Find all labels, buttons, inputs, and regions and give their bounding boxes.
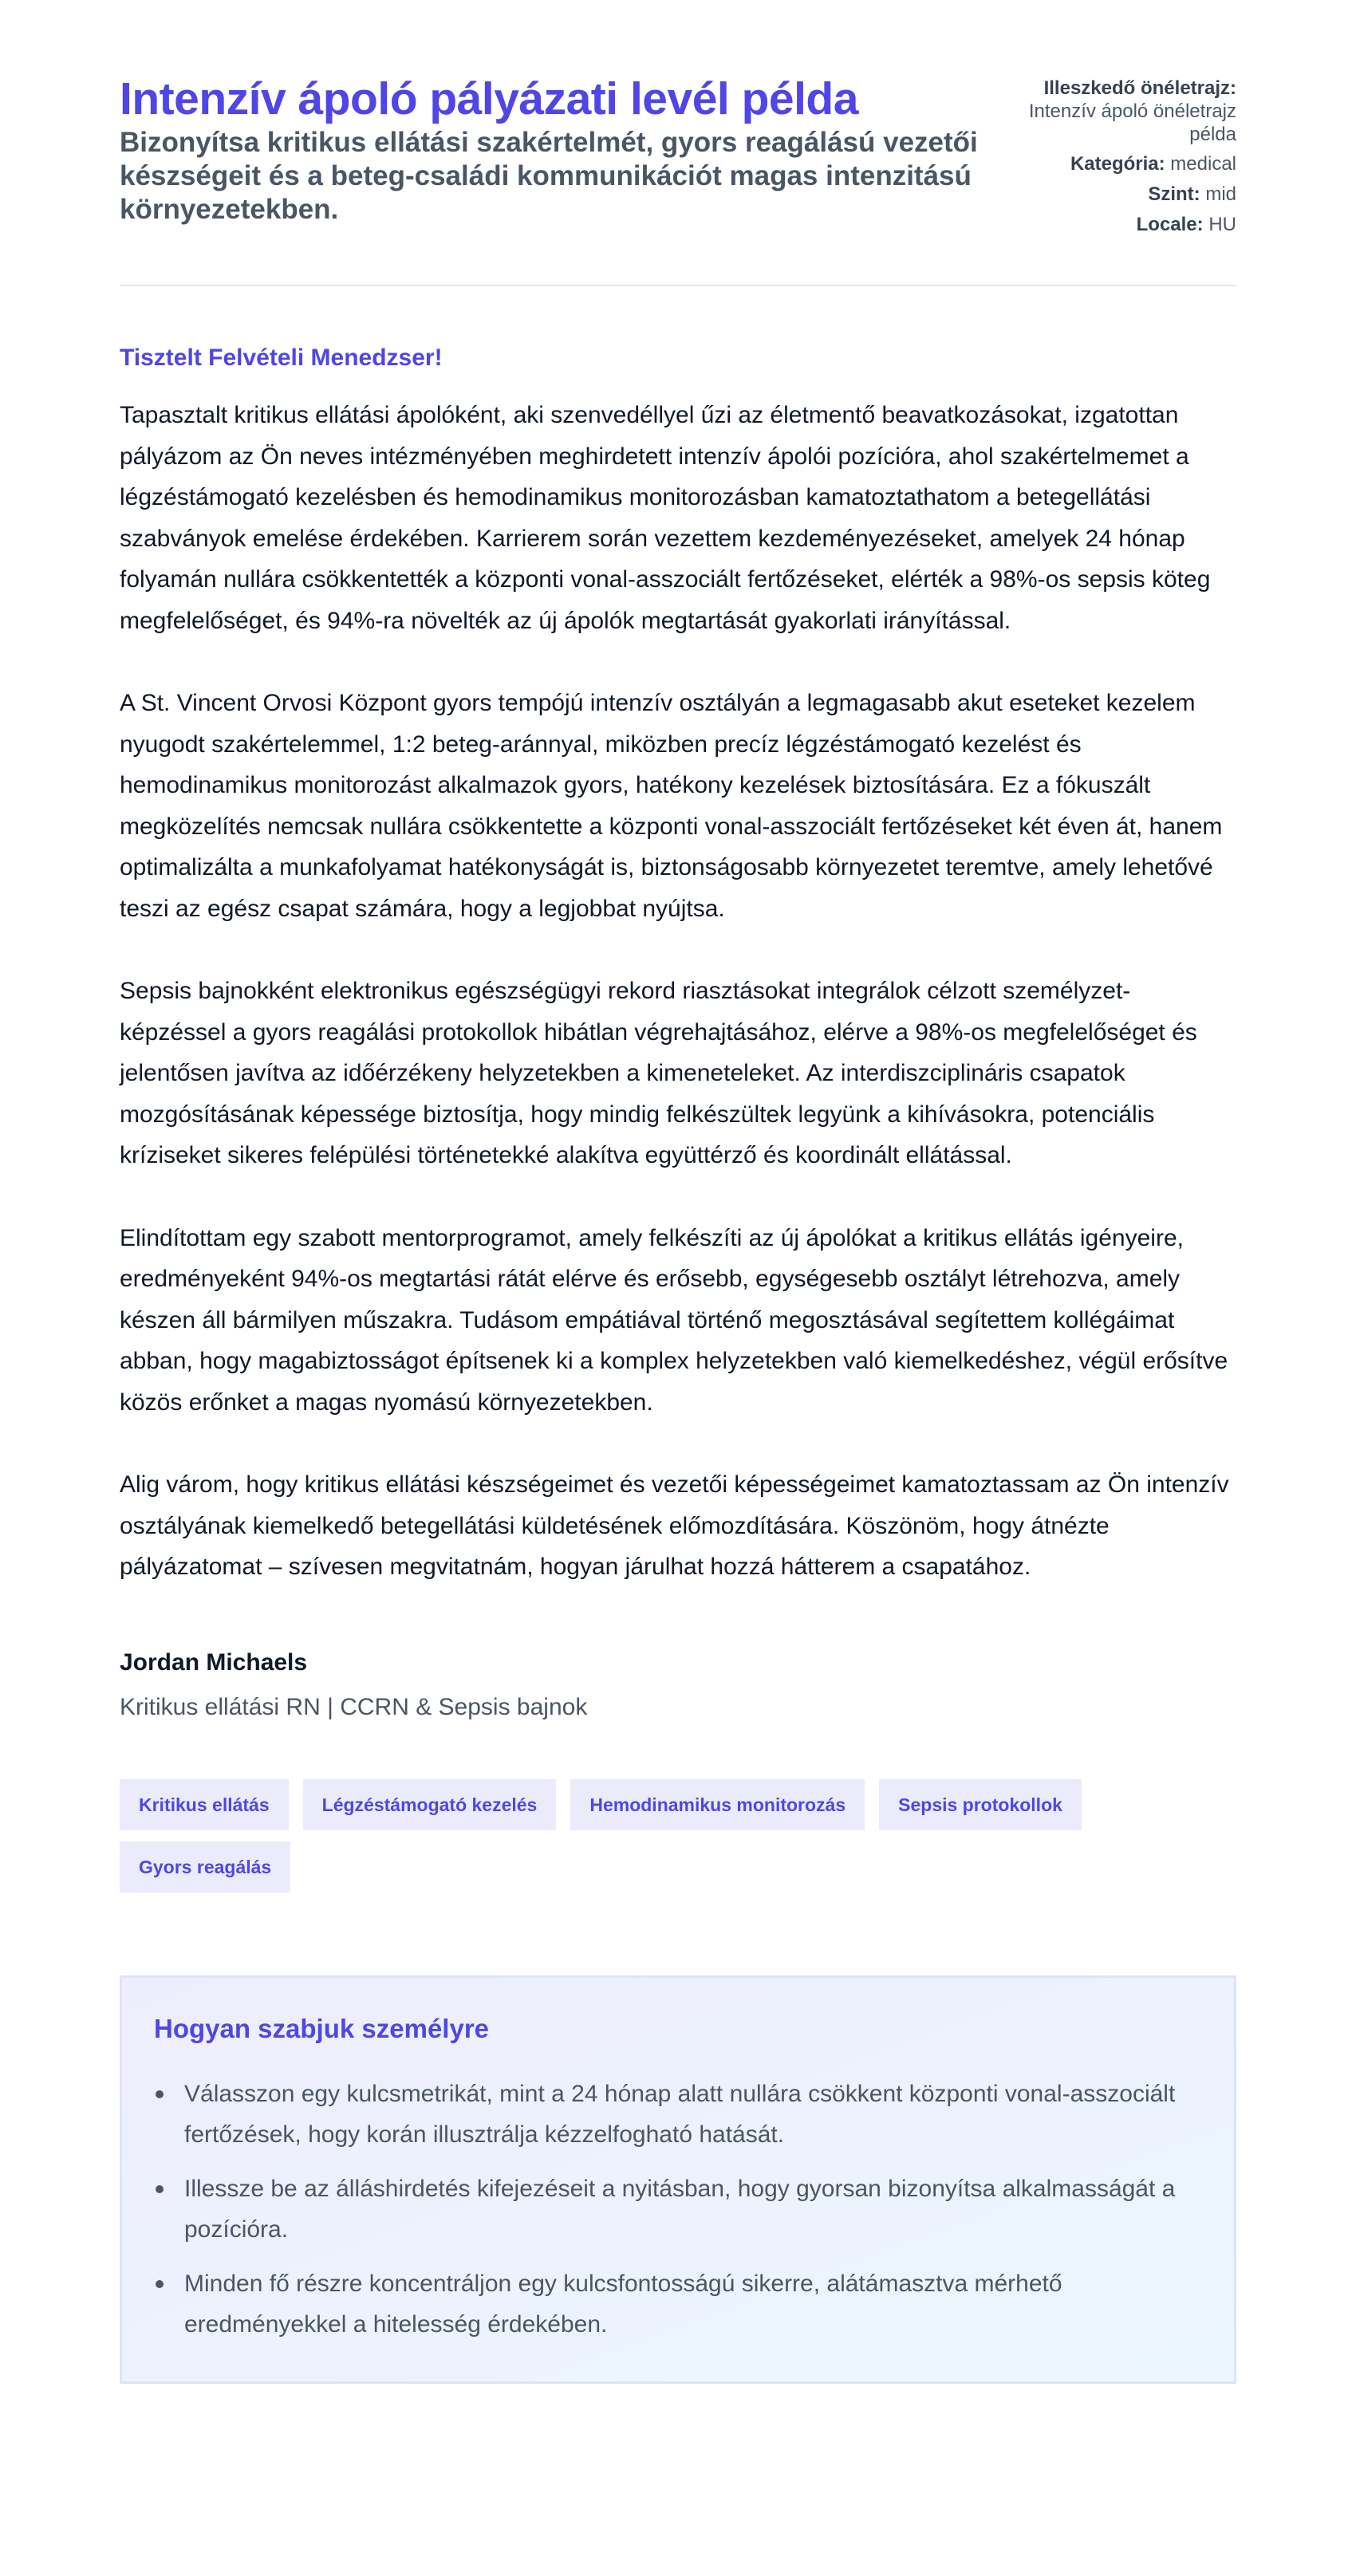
letter-body bbox=[120, 344, 1236, 2384]
salutation: Tisztelt Felvételi Menedzser! bbox=[120, 345, 443, 371]
skill-tag: Sepsis protokollok bbox=[879, 1779, 1082, 1830]
tips-list-item bbox=[154, 2168, 1202, 2250]
meta-locale-label: Locale: bbox=[1136, 214, 1204, 235]
meta-resume-label: Illeszkedő önéletrajz: bbox=[1043, 77, 1236, 99]
cover-letter-page bbox=[120, 0, 1236, 2464]
letter-paragraph: Alig várom, hogy kritikus ellátási készségeimet és vezetői képességeimet kamatoztassam az Ön intenzív osztályának kiemelkedő betegellátási küldetésének előmozdítására. Köszönöm, hogy átnézte pályázatomat – szívesen megvitatnám, hogyan járulhat hozzá hátterem a csapatához. bbox=[120, 1471, 1229, 1580]
meta-level-value: mid bbox=[1205, 183, 1236, 205]
page-title: Intenzív ápoló pályázati levél példa bbox=[120, 73, 858, 124]
meta-locale bbox=[997, 213, 1236, 236]
customization-tips-box bbox=[120, 1975, 1236, 2384]
skill-tag: Légzéstámogató kezelés bbox=[303, 1779, 557, 1830]
skill-tag: Kritikus ellátás bbox=[120, 1779, 289, 1830]
bullet-icon bbox=[156, 2090, 164, 2098]
letter-paragraph: A St. Vincent Orvosi Központ gyors tempójú intenzív osztályán a legmagasabb akut eseteket kezelem nyugodt szakértelemmel, 1:2 beteg-aránnyal, miközben precíz légzéstámogató kezelést és hemodinamikus monitorozást alkalmazok gyors, hatékony kezelések biztosítására. Ez a fókuszált megközelítés nemcsak nullára csökkentette a központi vonal-asszociált fertőzéseket két éven át, hanem optimalizálta a munkafolyamat hatékonyságát is, biztonságosabb környezetet teremtve, amely lehetővé teszi az egész csapat számára, hogy a legjobbat nyújtsa. bbox=[120, 690, 1223, 922]
header-titles bbox=[120, 73, 981, 226]
bullet-icon bbox=[156, 2280, 164, 2288]
meta-category bbox=[997, 152, 1236, 175]
tips-item-text: Válasszon egy kulcsmetrikát, mint a 24 hónap alatt nullára csökkent központi vonal-asszociált fertőzések, hogy korán illusztrálja kézzelfogható hatását. bbox=[184, 2080, 1176, 2148]
meta-category-label: Kategória: bbox=[1070, 153, 1165, 175]
meta-locale-value: HU bbox=[1208, 214, 1236, 235]
tips-item-text: Minden fő részre koncentráljon egy kulcsfontosságú sikerre, alátámasztva mérhető eredményekkel a hitelesség érdekében. bbox=[184, 2270, 1062, 2338]
bullet-icon bbox=[156, 2185, 164, 2193]
signature-name: Jordan Michaels bbox=[120, 1648, 308, 1676]
tips-item-text: Illessze be az álláshirdetés kifejezéseit a nyitásban, hogy gyorsan bizonyítsa alkalmasságát a pozícióra. bbox=[184, 2175, 1176, 2243]
meta-resume-value: Intenzív ápoló önéletrajz példa bbox=[1028, 100, 1236, 145]
page-header bbox=[120, 73, 1236, 286]
tips-list-item bbox=[154, 2263, 1202, 2345]
skill-tag: Gyors reagálás bbox=[120, 1841, 290, 1893]
tips-list-item bbox=[154, 2074, 1202, 2155]
meta-panel bbox=[997, 73, 1236, 243]
signature-block bbox=[120, 1647, 1236, 1723]
meta-level-label: Szint: bbox=[1148, 183, 1200, 205]
meta-level bbox=[997, 183, 1236, 206]
tips-list bbox=[154, 2074, 1202, 2345]
skill-tag: Hemodinamikus monitorozás bbox=[570, 1779, 865, 1830]
skill-tags bbox=[120, 1779, 1125, 1893]
letter-paragraph: Sepsis bajnokként elektronikus egészségügyi rekord riasztásokat integrálok célzott személyzet-képzéssel a gyors reagálási protokollok hibátlan végrehajtásához, elérve a 98%-os megfelelőséget és jelentősen javítva az időérzékeny helyzetekben a kimeneteleket. Az interdiszciplináris csapatok mozgósításának képessége biztosítja, hogy mindig felkészültek legyünk a kihívásokra, potenciális kríziseket sikeres felépülési történetekké alakítva együttérző és koordinált ellátással. bbox=[120, 978, 1197, 1168]
meta-category-value: medical bbox=[1170, 153, 1236, 175]
page-subtitle: Bizonyítsa kritikus ellátási szakértelmét, gyors reagálású vezetői készségeit és a beteg-családi kommunikációt magas intenzitású környezetekben. bbox=[120, 127, 978, 225]
tips-title: Hogyan szabjuk személyre bbox=[154, 2013, 490, 2043]
letter-paragraph: Tapasztalt kritikus ellátási ápolóként, aki szenvedéllyel űzi az életmentő beavatkozásokat, izgatottan pályázom az Ön neves intézményében meghirdetett intenzív ápolói pozícióra, ahol szakértelmemet a légzéstámogató kezelésben és hemodinamikus monitorozásban kamatoztathatom a betegellátási szabványok emelése érdekében. Karrierem során vezettem kezdeményezéseket, amelyek 24 hónap folyamán nullára csökkentették a központi vonal-asszociált fertőzéseket, elérték a 98%-os sepsis köteg megfelelőséget, és 94%-ra növelték az új ápolók megtartását gyakorlati irányítással. bbox=[120, 402, 1211, 634]
signature-title: Kritikus ellátási RN | CCRN & Sepsis bajnok bbox=[120, 1693, 588, 1720]
meta-resume bbox=[997, 77, 1236, 146]
letter-paragraph: Elindítottam egy szabott mentorprogramot, amely felkészíti az új ápolókat a kritikus ellátás igényeire, eredményeként 94%-os megtartási rátát elérve és erősebb, egységesebb osztályt létrehozva, amely készen áll bármilyen műszakra. Tudásom empátiával történő megosztásával segítettem kollégáimat abban, hogy magabiztosságot építsenek ki a komplex helyzetekben való kiemelkedéshez, végül erősítve közös erőnket a magas nyomású környezetekben. bbox=[120, 1224, 1228, 1416]
